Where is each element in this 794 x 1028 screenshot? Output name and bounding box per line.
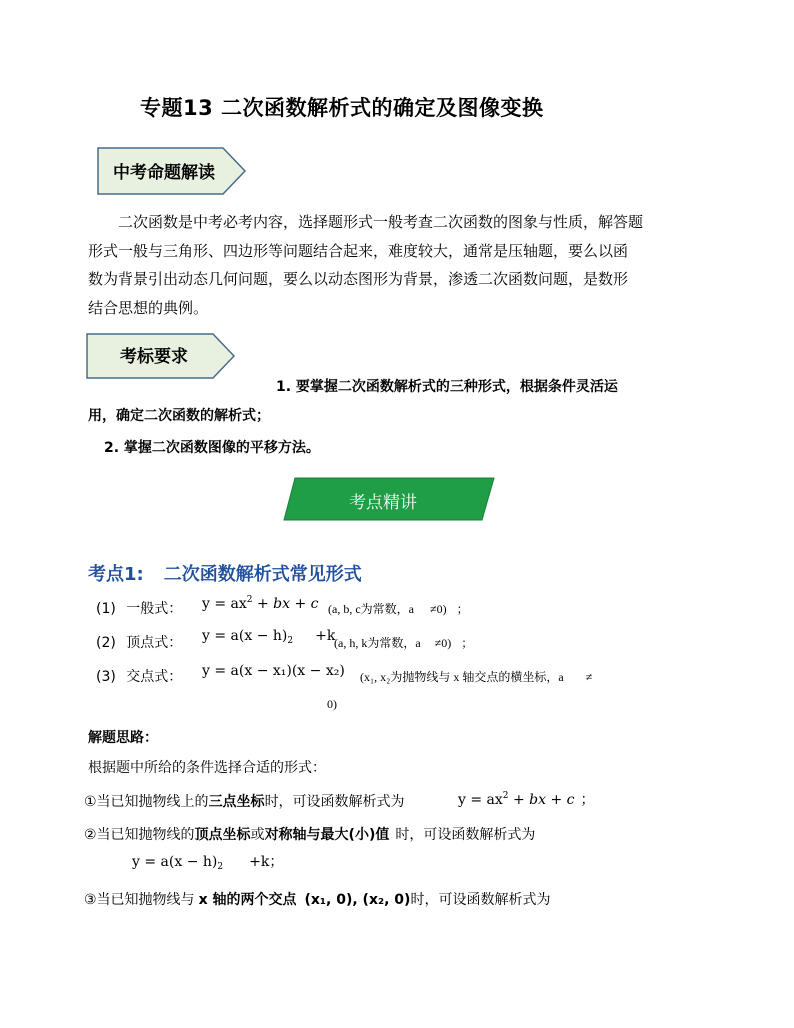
badge-label: 考标要求 — [120, 347, 188, 367]
paragraph-line: 数为背景引出动态几何问题，要么以动态图形为背景，渗透二次函数问题，是数形 — [88, 270, 629, 288]
form-general-formula: $y = ax^2$ + bx + c — [202, 595, 319, 612]
form-vertex — [96, 632, 182, 652]
requirement-1-line-b: 用，确定二次函数的解析式； — [88, 408, 270, 424]
form-name: 顶点式： — [126, 635, 183, 651]
form-name: 一般式： — [126, 601, 183, 617]
interpretation-paragraph — [88, 208, 688, 322]
page-title: 专题13 二次函数解析式的确定及图像变换 — [140, 96, 544, 120]
section-badge-interpretation — [97, 147, 247, 195]
paragraph-line: 结合思想的典例。 — [88, 298, 209, 317]
form-general-note: (a, b, c为常数，a ≠0) ； — [328, 602, 469, 616]
hint-item-3: ③当已知抛物线与 x 轴的两个交点 (x₁, 0), (x₂, 0)时，可设函数解析式为 — [84, 892, 551, 908]
section-banner-keypoints — [283, 477, 495, 521]
keypoint-number: 考点1: — [88, 564, 144, 585]
hint-label: 解题思路： — [88, 730, 158, 746]
form-intercept-formula: y = a(x − x₁)(x − x₂) — [202, 663, 345, 679]
requirement-2: 2. 掌握二次函数图像的平移方法。 — [104, 440, 320, 456]
paragraph-line: 形式一般与三角形、四边形等问题结合起来，难度较大，通常是压轴题，要么以函 — [88, 241, 629, 260]
form-intercept — [96, 666, 182, 686]
form-intercept-note-cont: 0) — [327, 697, 337, 711]
hint-item-2-formula: $y = a(x - h)_2 +k$； — [132, 854, 284, 872]
form-general — [96, 598, 182, 618]
hint-item-1: ①当已知抛物线上的三点坐标时，可设函数解析式为 — [84, 794, 405, 810]
hint-item-1-formula: $y = ax^2$ + bx + c ； — [458, 791, 595, 808]
form-number: (1) — [96, 601, 116, 617]
keypoint-title — [88, 560, 362, 586]
section-badge-requirements — [86, 333, 236, 379]
requirement-1-line-a: 1. 要掌握二次函数解析式的三种形式，根据条件灵活运 — [276, 379, 618, 395]
paragraph-line: 二次函数是中考必考内容，选择题形式一般考查二次函数的图象与性质，解答题 — [118, 213, 644, 231]
hint-intro: 根据题中所给的条件选择合适的形式： — [88, 760, 326, 776]
form-number: (2) — [96, 635, 116, 651]
hint-item-2: ②当已知抛物线的顶点坐标或对称轴与最大(小)值 时，可设函数解析式为 — [84, 827, 536, 843]
banner-label: 考点精讲 — [349, 493, 417, 513]
form-number: (3) — [96, 669, 116, 685]
form-name: 交点式： — [126, 669, 183, 685]
form-intercept-note: (x₁, x₂为抛物线与 x 轴交点的横坐标，a ≠ — [360, 670, 593, 684]
keypoint-topic: 二次函数解析式常见形式 — [163, 564, 362, 585]
form-vertex-note: (a, h, k为常数，a ≠0) ； — [334, 636, 474, 650]
badge-label: 中考命题解读 — [113, 163, 215, 183]
form-vertex-formula: $y = a(x - h)_2 +k$ — [202, 628, 336, 646]
